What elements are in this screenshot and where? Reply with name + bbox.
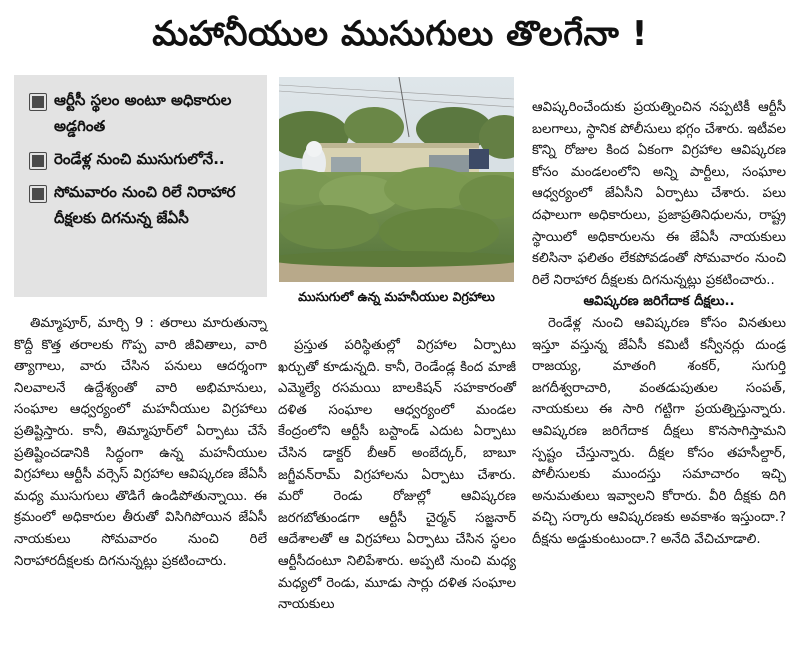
article-column-1 <box>14 313 267 572</box>
square-bullet-icon <box>30 94 46 110</box>
headline: మహానీయుల ముసుగులు తొలగేనా ! <box>152 14 648 54</box>
article-paragraph: ప్రస్తుత పరిస్థితుల్లో విగ్రహాల ఏర్పాటు ఖర్చుతో కూడున్నది. కానీ, రెండేండ్ల కింద మాజీ ఎమ్మెల్యే రసమయి బాలకిషన్ సహకారంతో దళిత సంఘాల ఆధ్వర్యంలో మండల కేంద్రంలోని ఆర్టీసీ బస్టాండ్ ఎదుట ఏర్పాటు చేసిన డాక్టర్ బీఆర్ అంబేద్కర్, బాబూ జగ్జీవన్‌రామ్ విగ్రహాలను ఏర్పాటు చేశారు. మరో రెండు రోజుల్లో ఆవిష్కరణ జరగబోతుండగా ఆర్టీసీ చైర్మన్ సజ్జనార్ ఆదేశాలతో ఆ విగ్రహాలు ఏర్పాటు చేసిన స్థలం ఆర్టీసీదంటూ నిలిపేశారు. అప్పటి నుంచి మధ్య మధ్యలో రెండు, మూడు సార్లు దళిత సంఘాల నాయకులు <box>278 338 516 613</box>
highlight-item <box>26 179 259 231</box>
square-bullet-icon <box>30 153 46 169</box>
square-bullet-icon <box>30 186 46 202</box>
article-paragraph: రెండేళ్ల నుంచి ఆవిష్కరణ కోసం వినతులు ఇస్తూ వస్తున్న జేఏసీ కమిటీ కన్వీనర్లు దుండ్ర రాజయ్య, మాతంగి శంకర్, సుగుర్తి జగదీశ్వరాచారి, వంతడుపుతుల సంపత్, నాయకులు ఈ సారి గట్టిగా ప్రయత్నిస్తున్నారు. ఆవిష్కరణ జరిగేదాక దీక్షలు కొనసాగిస్తామని స్పష్టం చేస్తున్నారు. దీక్షల కోసం తహసీల్దార్, పోలీసులకు ముందస్తు సమాచారం ఇచ్చి అనుమతులు ఇవ్వాలని కోరారు. వీరి దీక్షకు దిగి వచ్చి సర్కారు ఆవిష్కరణకు అవకాశం ఇస్తుందా.? దీక్షను అడ్డుకుంటుందా.? అనేది వేచిచూడాలి. <box>532 315 786 547</box>
article-paragraph: తిమ్మాపూర్, మార్చి 9 : తరాలు మారుతున్నా కొద్దీ కొత్త తరాలకు గొప్ప వారి జీవితాలు, వారి త్యాగాలు, వారు చేసిన పనులు ఆదర్శంగా నిలవాలనే ఉద్దేశ్యంతో వారి అభిమానులు, సంఘాల ఆధ్వర్యంలో మహనీయుల విగ్రహాలు ప్రతిష్టిస్తారు. కానీ, తిమ్మాపూర్‌లో ఏర్పాటు చేసే ప్రతిష్టించడానికి సిద్ధంగా ఉన్న మహనీయుల విగ్రహాలు ఆర్టీసీ వర్సెస్ విగ్రహాల ఆవిష్కరణ జేఏసీ మధ్య ముసుగులు తొడిగే ఉండిపోతున్నాయి. ఈ క్రమంలో అధికారుల తీరుతో విసిగిపోయిన జేఏసీ నాయకులు సోమవారం నుంచి రిలే నిరాహారదీక్షలకు దిగనున్నట్లు ప్రకటించారు. <box>14 316 267 569</box>
highlight-item <box>26 87 259 139</box>
highlight-text: సోమవారం నుంచి రిలే నిరాహార దీక్షలకు దిగనున్న జేఏసీ <box>54 183 236 227</box>
highlights-box <box>14 75 267 297</box>
highlight-text: ఆర్టీసీ స్థలం అంటూ అధికారుల అడ్డగింత <box>54 91 232 135</box>
article-paragraph: ఆవిష్కరించేందుకు ప్రయత్నించిన నప్పటికీ ఆర్టీసీ బలగాలు, స్థానిక పోలీసులు భగ్గం చేశారు. ఇటీవల కొన్ని రోజుల కింద ఏకంగా విగ్రహాల ఆవిష్కరణ కోసం మండలంలోని అన్ని పార్టీలు, సంఘాల ఆధ్వర్యంలో జేఏసీని ఏర్పాటు చేశారు. పలు దఫాలుగా అధికారులు, ప్రజాప్రతినిధులను, రాష్ట్ర స్థాయిలో అధికారులను ఈ జేఏసీ నాయకులు కలిసినా ఫలితం లేకపోవడంతో సోమవారం నుంచి రిలే నిరాహార దీక్షలకు దిగనున్నట్లు ప్రకటించారు.. <box>532 100 786 288</box>
article-column-2 <box>278 335 516 616</box>
article-column-3 <box>532 97 786 550</box>
article-subheading: ఆవిష్కరణ జరిగేదాక దీక్షలు.. <box>583 294 735 310</box>
photo-caption: ముసుగులో ఉన్న మహనీయుల విగ్రహాలు <box>298 289 495 304</box>
highlight-item <box>26 146 259 172</box>
statues-photo <box>279 77 514 282</box>
highlight-text: రెండేళ్ల నుంచి ముసుగులోనే.. <box>54 150 225 168</box>
